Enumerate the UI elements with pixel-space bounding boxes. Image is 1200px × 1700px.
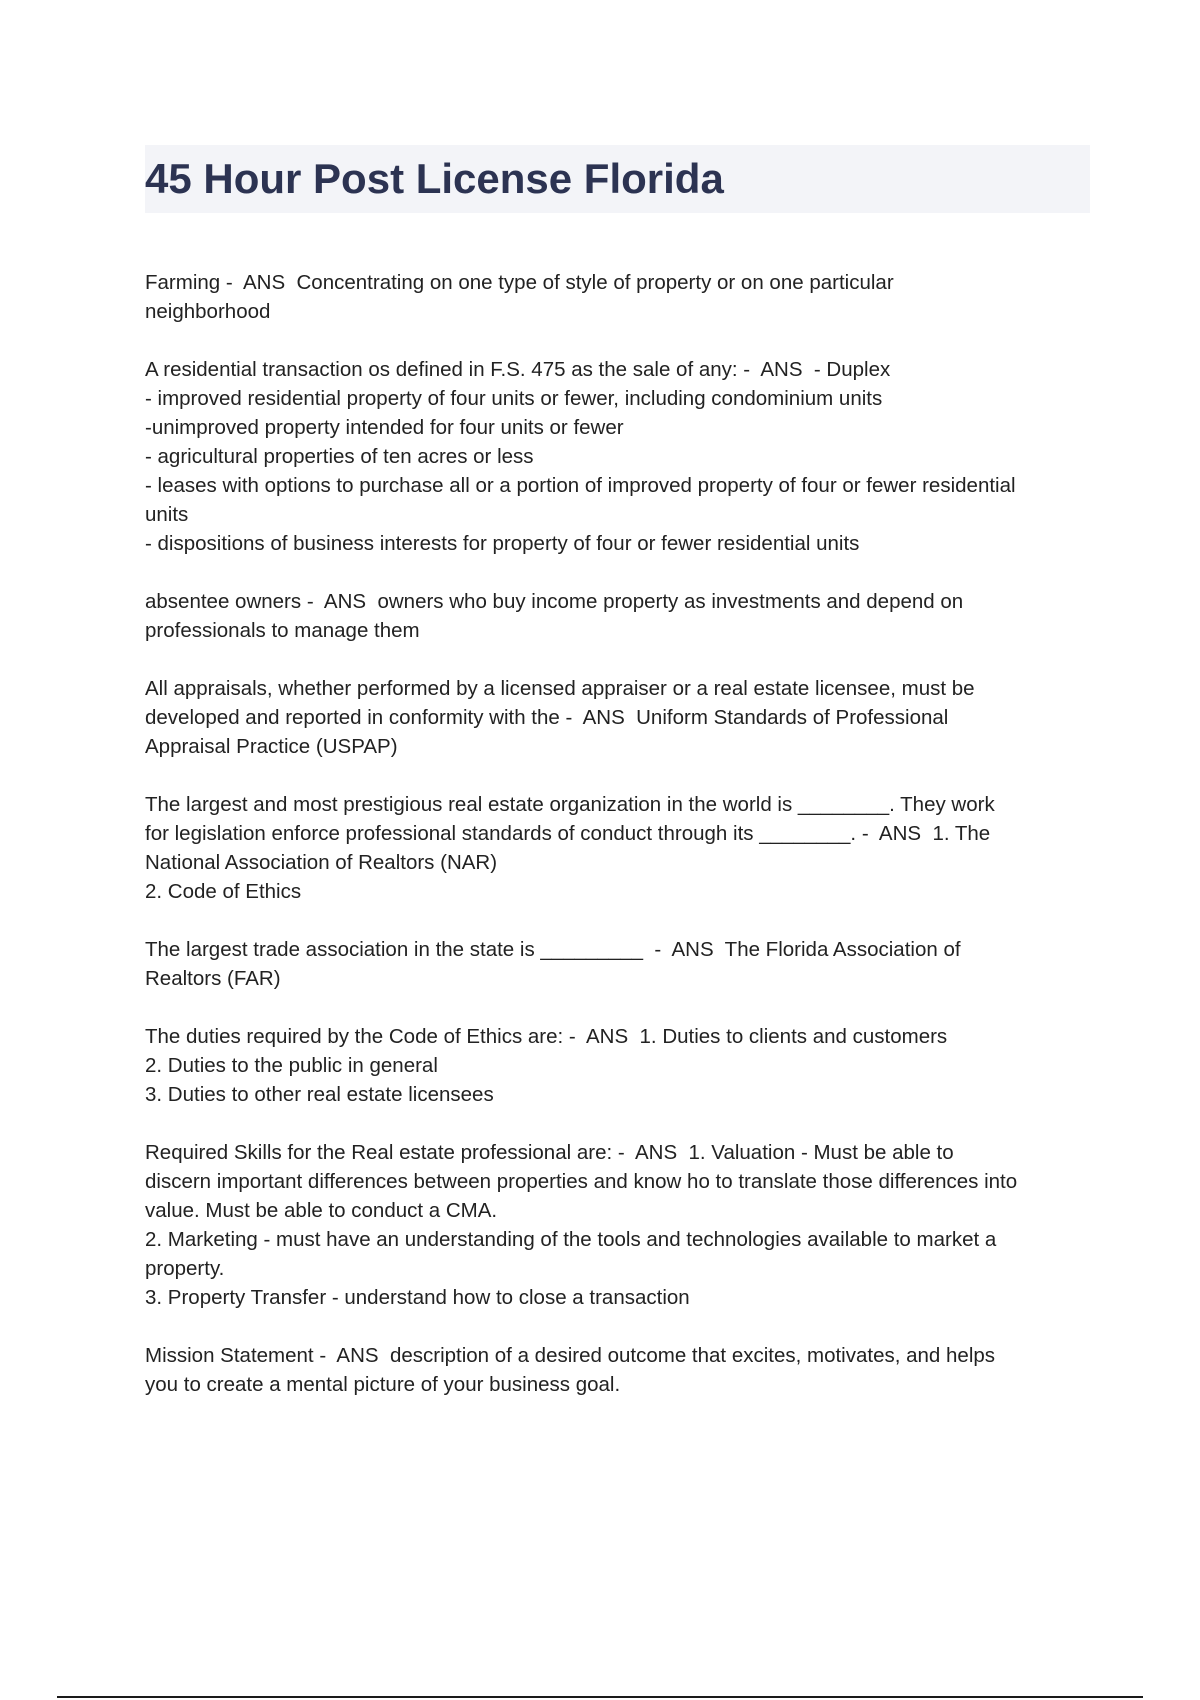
qa-line: units bbox=[145, 503, 189, 526]
qa-line: neighborhood bbox=[145, 300, 271, 323]
qa-line: Farming - ANS Concentrating on one type of style of property or on one particular bbox=[145, 271, 894, 294]
qa-line: 2. Duties to the public in general bbox=[145, 1054, 438, 1077]
qa-line: 3. Property Transfer - understand how to close a transaction bbox=[145, 1286, 690, 1309]
qa-line: - leases with options to purchase all or a portion of improved property of four or fewer residential bbox=[145, 474, 1016, 497]
qa-line: The duties required by the Code of Ethics are: - ANS 1. Duties to clients and customers bbox=[145, 1025, 948, 1048]
qa-item bbox=[145, 355, 1090, 558]
qa-line: Required Skills for the Real estate professional are: - ANS 1. Valuation - Must be able to bbox=[145, 1141, 954, 1164]
qa-line: value. Must be able to conduct a CMA. bbox=[145, 1199, 498, 1222]
qa-line: - dispositions of business interests for property of four or fewer residential units bbox=[145, 532, 860, 555]
title-banner bbox=[145, 145, 1090, 213]
qa-line: 2. Marketing - must have an understanding of the tools and technologies available to market a bbox=[145, 1228, 997, 1251]
qa-line: The largest and most prestigious real estate organization in the world is ________. They work bbox=[145, 793, 995, 816]
qa-line: Realtors (FAR) bbox=[145, 967, 281, 990]
qa-list bbox=[145, 268, 1090, 1428]
page-footer-divider bbox=[57, 1696, 1143, 1698]
qa-line: absentee owners - ANS owners who buy income property as investments and depend on bbox=[145, 590, 964, 613]
qa-item bbox=[145, 790, 1090, 906]
qa-line: property. bbox=[145, 1257, 225, 1280]
qa-item bbox=[145, 674, 1090, 761]
qa-line: discern important differences between properties and know ho to translate those differences into bbox=[145, 1170, 1018, 1193]
qa-item bbox=[145, 268, 1090, 326]
qa-item bbox=[145, 935, 1090, 993]
qa-item bbox=[145, 1022, 1090, 1109]
qa-line: A residential transaction os defined in F.S. 475 as the sale of any: - ANS - Duplex bbox=[145, 358, 891, 381]
qa-line: Appraisal Practice (USPAP) bbox=[145, 735, 398, 758]
qa-line: professionals to manage them bbox=[145, 619, 420, 642]
qa-line: - improved residential property of four units or fewer, including condominium units bbox=[145, 387, 883, 410]
qa-item bbox=[145, 587, 1090, 645]
qa-line: - agricultural properties of ten acres or less bbox=[145, 445, 534, 468]
qa-item bbox=[145, 1138, 1090, 1312]
page-title: 45 Hour Post License Florida bbox=[145, 155, 724, 202]
qa-item bbox=[145, 1341, 1090, 1399]
qa-line: The largest trade association in the state is _________ - ANS The Florida Association of bbox=[145, 938, 961, 961]
qa-line: All appraisals, whether performed by a licensed appraiser or a real estate licensee, must be bbox=[145, 677, 975, 700]
qa-line: 2. Code of Ethics bbox=[145, 880, 302, 903]
qa-line: developed and reported in conformity with the - ANS Uniform Standards of Professional bbox=[145, 706, 949, 729]
qa-line: -unimproved property intended for four units or fewer bbox=[145, 416, 624, 439]
qa-line: Mission Statement - ANS description of a desired outcome that excites, motivates, and helps bbox=[145, 1344, 996, 1367]
qa-line: National Association of Realtors (NAR) bbox=[145, 851, 498, 874]
qa-line: you to create a mental picture of your business goal. bbox=[145, 1373, 621, 1396]
qa-line: for legislation enforce professional standards of conduct through its ________. - ANS 1. The bbox=[145, 822, 991, 845]
qa-line: 3. Duties to other real estate licensees bbox=[145, 1083, 494, 1106]
